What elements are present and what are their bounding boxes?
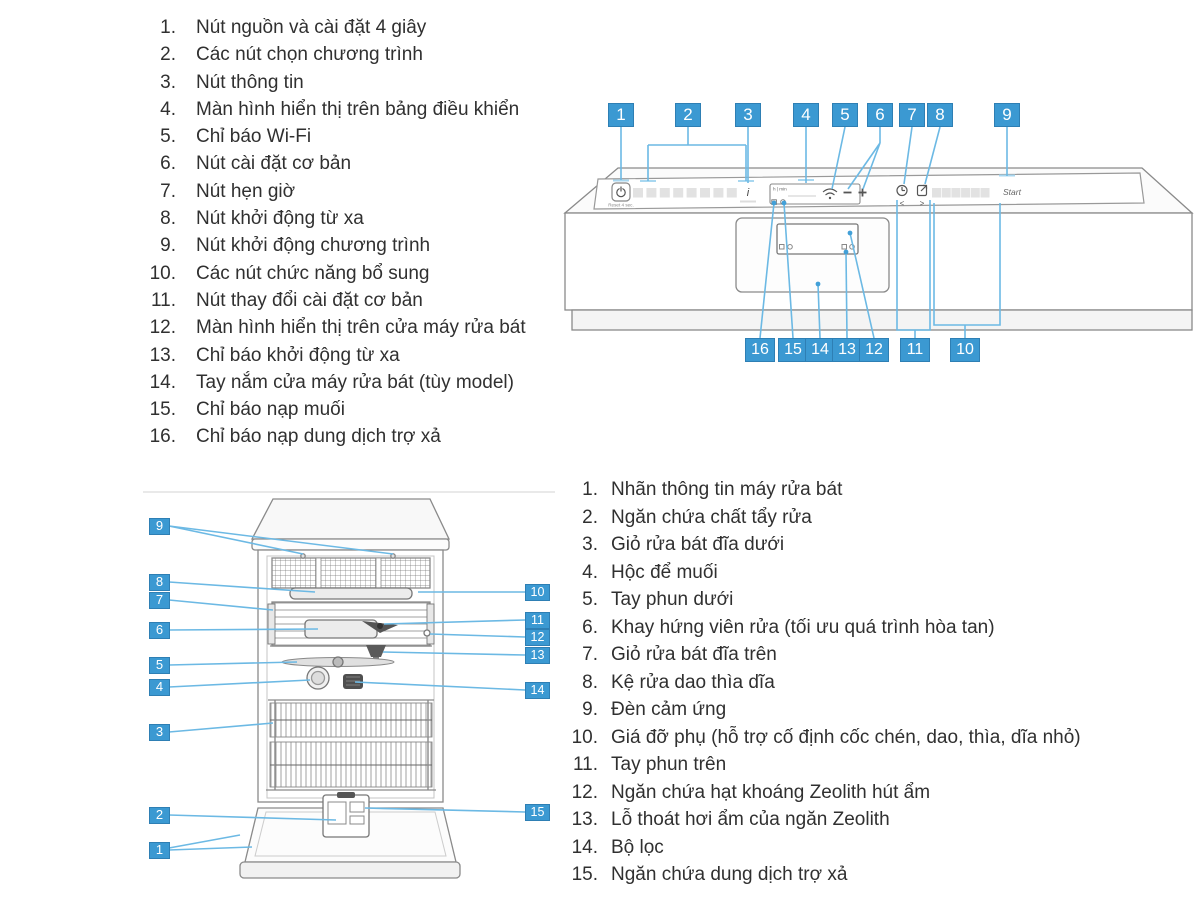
- door-edge: [240, 862, 460, 878]
- panel-legend: [140, 14, 590, 451]
- legend-text: Chỉ báo nạp dung dịch trợ xả: [196, 426, 441, 448]
- legend-item: [140, 396, 590, 423]
- info-icon: i: [746, 187, 750, 199]
- legend-item: [140, 205, 590, 232]
- legend-num: 6.: [582, 616, 598, 638]
- legend-text: Chỉ báo Wi-Fi: [196, 126, 312, 148]
- next-icon: >: [919, 199, 925, 208]
- legend-num: 1.: [160, 17, 176, 38]
- legend-item: [560, 504, 1200, 532]
- start-label: Start: [1003, 187, 1021, 197]
- legend-text: Giỏ rửa bát đĩa trên: [611, 644, 777, 665]
- callout-detergent-dispenser: 2: [149, 807, 170, 824]
- callout-timer: 7: [899, 103, 925, 127]
- callout-filter: 14: [525, 682, 550, 699]
- legend-text: Các nút chức năng bổ sung: [196, 262, 430, 284]
- callout-rinse-aid-dispenser: 15: [525, 804, 550, 821]
- callout-zeolith-container: 12: [525, 629, 550, 646]
- callout-upper-basket: 7: [149, 592, 170, 609]
- legend-num: 2.: [582, 506, 598, 528]
- legend-item: [140, 342, 590, 369]
- lower-basket: [266, 700, 436, 790]
- legend-text: Khay hứng viên rửa (tối ưu quá trình hòa tan): [611, 616, 995, 638]
- legend-text: Hộc để muối: [611, 561, 718, 583]
- parts-legend: [560, 476, 1200, 889]
- legend-item: [140, 423, 590, 450]
- legend-item: [140, 178, 590, 205]
- legend-item: [140, 150, 590, 177]
- legend-text: Kệ rửa dao thìa dĩa: [611, 671, 775, 693]
- callout-start: 9: [994, 103, 1020, 127]
- callout-info: 3: [735, 103, 761, 127]
- legend-num: 3.: [160, 71, 176, 93]
- legend-num: 16.: [149, 426, 176, 448]
- callout-upper-spray-arm: 11: [525, 612, 550, 629]
- legend-num: 8.: [582, 671, 598, 693]
- legend-text: Các nút chọn chương trình: [196, 44, 423, 66]
- legend-text: Nút hẹn giờ: [196, 180, 296, 202]
- legend-num: 1.: [582, 479, 598, 500]
- callout-program-buttons: 2: [675, 103, 701, 127]
- detergent-dispenser: [323, 792, 369, 837]
- knife-shelf: [290, 588, 412, 599]
- legend-text: Chỉ báo nạp muối: [196, 399, 345, 421]
- legend-text: Màn hình hiển thị trên bảng điều khiển: [196, 98, 520, 120]
- legend-item: [560, 614, 1200, 642]
- control-strip: [594, 173, 1144, 209]
- callout-change-settings: 11: [900, 338, 930, 362]
- legend-num: 10.: [149, 262, 176, 284]
- lower-spray-arm: [282, 657, 394, 667]
- callout-tablet-tray: 6: [149, 622, 170, 639]
- legend-text: Tay phun trên: [611, 754, 727, 775]
- dishwasher-cutaway-diagram: [140, 490, 560, 895]
- prev-icon: <: [899, 199, 905, 208]
- legend-item: [140, 41, 590, 68]
- callout-salt-indicator: 15: [778, 338, 808, 362]
- legend-item: [560, 559, 1200, 587]
- callout-wifi: 5: [832, 103, 858, 127]
- legend-text: Màn hình hiển thị trên cửa máy rửa bát: [196, 317, 526, 339]
- legend-item: [560, 806, 1200, 834]
- callout-salt-compartment: 4: [149, 679, 170, 696]
- legend-item: [560, 476, 1200, 504]
- legend-item: [140, 69, 590, 96]
- legend-num: 10.: [571, 726, 598, 748]
- legend-text: Chỉ báo khởi động từ xa: [196, 344, 400, 366]
- legend-text: Giỏ rửa bát đĩa dưới: [611, 534, 785, 555]
- legend-num: 9.: [160, 235, 176, 257]
- legend-item: [560, 669, 1200, 697]
- legend-num: 15.: [571, 864, 598, 885]
- legend-num: 11.: [572, 754, 598, 775]
- legend-item: [560, 724, 1200, 752]
- legend-text: Tay phun dưới: [611, 589, 734, 610]
- callout-rinse-aid-indicator: 16: [745, 338, 775, 362]
- legend-num: 4.: [582, 561, 598, 583]
- legend-text: Nút thông tin: [196, 71, 304, 93]
- legend-num: 4.: [160, 98, 176, 120]
- legend-item: [560, 696, 1200, 724]
- callout-power: 1: [608, 103, 634, 127]
- legend-num: 9.: [582, 699, 598, 720]
- legend-text: Ngăn chứa chất tẩy rửa: [611, 506, 812, 528]
- kick-panel: [572, 310, 1192, 330]
- callout-remote-indicator: 13: [832, 338, 862, 362]
- legend-item: [140, 123, 590, 150]
- legend-text: Bộ lọc: [611, 836, 664, 858]
- legend-text: Nút khởi động chương trình: [196, 235, 431, 257]
- legend-text: Nhãn thông tin máy rửa bát: [611, 479, 843, 500]
- legend-item: [560, 751, 1200, 779]
- control-panel-diagram: [560, 95, 1200, 365]
- legend-num: 6.: [160, 153, 176, 175]
- callout-door-display: 12: [859, 338, 889, 362]
- callout-info-label: 1: [149, 842, 170, 859]
- callout-sensor-light: 9: [149, 518, 170, 535]
- legend-text: Lỗ thoát hơi ẩm của ngăn Zeolith: [611, 809, 890, 830]
- legend-item: [560, 641, 1200, 669]
- callout-lower-spray-arm: 5: [149, 657, 170, 674]
- legend-item: [560, 779, 1200, 807]
- callout-lower-basket: 3: [149, 724, 170, 741]
- legend-item: [140, 287, 590, 314]
- info-caption: [740, 201, 756, 203]
- legend-num: 12.: [571, 781, 598, 803]
- legend-item: [140, 314, 590, 341]
- legend-num: 13.: [149, 344, 176, 366]
- salt-compartment: [307, 667, 329, 689]
- legend-num: 15.: [149, 399, 176, 421]
- legend-text: Ngăn chứa hạt khoáng Zeolith hút ẩm: [611, 781, 931, 803]
- cutlery-tray: [272, 558, 430, 599]
- legend-item: [560, 531, 1200, 559]
- legend-item: [560, 586, 1200, 614]
- countertop: [252, 499, 449, 539]
- callout-zeolith-vent: 13: [525, 647, 550, 664]
- callout-door-handle: 14: [805, 338, 835, 362]
- legend-item: [140, 260, 590, 287]
- legend-num: 5.: [160, 126, 176, 148]
- legend-text: Nút cài đặt cơ bản: [196, 153, 352, 175]
- legend-item: [560, 861, 1200, 889]
- legend-item: [140, 96, 590, 123]
- callout-extra-functions: 10: [950, 338, 980, 362]
- callout-panel-display: 4: [793, 103, 819, 127]
- legend-text: Ngăn chứa dung dịch trợ xả: [611, 864, 848, 885]
- dishwasher-drawing: [240, 499, 460, 878]
- legend-text: Tay nắm cửa máy rửa bát (tùy model): [196, 371, 514, 393]
- legend-text: Nút nguồn và cài đặt 4 giây: [196, 17, 427, 38]
- legend-num: 14.: [149, 371, 176, 393]
- legend-text: Nút khởi động từ xa: [196, 208, 364, 230]
- legend-text: Đèn cảm ứng: [611, 699, 727, 720]
- legend-num: 13.: [571, 809, 598, 830]
- legend-item: [140, 369, 590, 396]
- callout-cup-support: 10: [525, 584, 550, 601]
- legend-num: 8.: [160, 208, 176, 230]
- legend-num: 12.: [149, 317, 176, 339]
- legend-num: 7.: [582, 644, 598, 665]
- legend-text: Nút thay đổi cài đặt cơ bản: [196, 289, 423, 311]
- zeolith-container-port: [424, 630, 430, 636]
- callout-remote-start: 8: [927, 103, 953, 127]
- legend-item: [140, 232, 590, 259]
- legend-text: Giá đỡ phụ (hỗ trợ cố định cốc chén, dao, thìa, dĩa nhỏ): [611, 726, 1081, 748]
- legend-item: [560, 834, 1200, 862]
- legend-num: 14.: [571, 836, 598, 858]
- reset-label: Reset 4 sec.: [608, 202, 634, 208]
- callout-knife-shelf: 8: [149, 574, 170, 591]
- display-units-label: h | min: [773, 186, 787, 192]
- legend-num: 3.: [582, 534, 598, 555]
- callout-basic-settings: 6: [867, 103, 893, 127]
- legend-num: 5.: [582, 589, 598, 610]
- legend-item: [140, 14, 590, 41]
- legend-num: 11.: [150, 289, 176, 311]
- legend-num: 7.: [160, 180, 176, 202]
- legend-num: 2.: [160, 44, 176, 66]
